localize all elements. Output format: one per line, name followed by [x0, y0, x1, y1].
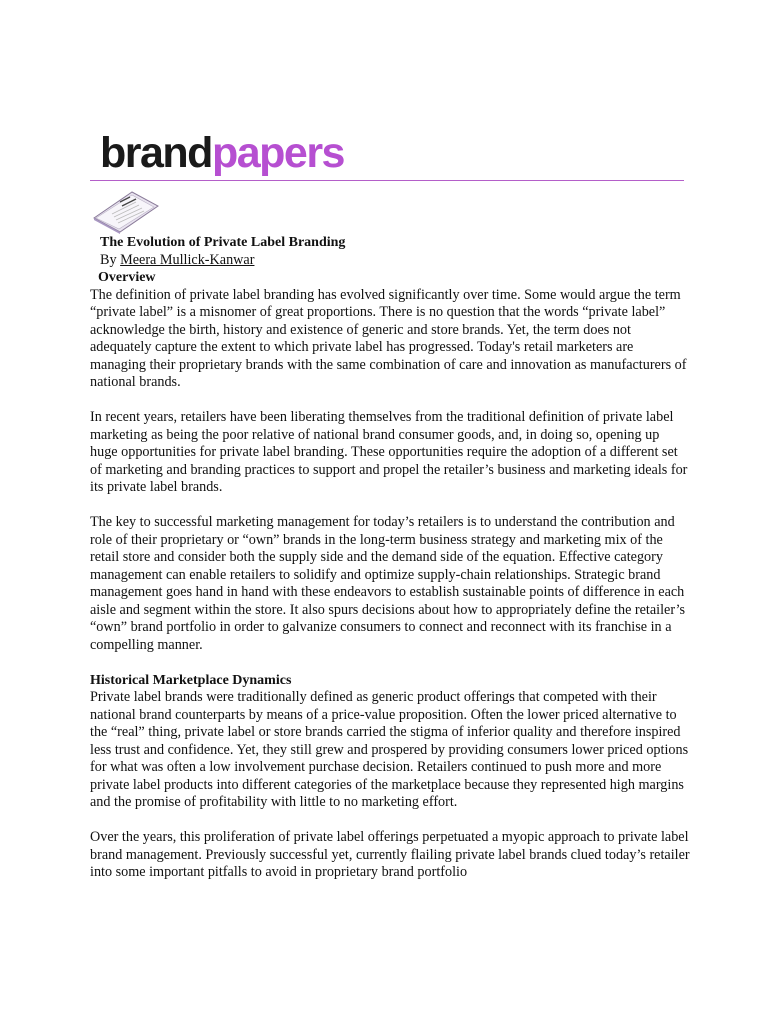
brandpapers-logo	[100, 128, 344, 178]
overview-heading: Overview	[98, 270, 156, 285]
byline-prefix: By	[100, 251, 117, 268]
article-title: The Evolution of Private Label Branding	[100, 235, 346, 250]
overview-paragraph-2: In recent years, retailers have been liberating themselves from the traditional definition of private label marketing as being the poor relative of national brand consumer goods, and, in doing so, opening up huge opportunities for private label branding. These opportunities require the adoption of a different set of marketing and branding practices to support and propel the retailer’s business and marketing ideals for its private label brands.	[90, 409, 688, 495]
document-thumbnail-icon	[92, 188, 162, 234]
logo-papers-text: papers	[211, 129, 344, 177]
history-heading: Historical Marketplace Dynamics	[90, 672, 292, 688]
article-byline	[100, 252, 690, 270]
header-divider	[90, 180, 684, 181]
author-link[interactable]: Meera Mullick-Kanwar	[120, 251, 255, 268]
history-paragraph-2: Over the years, this proliferation of private label offerings perpetuated a myopic approach to private label brand management. Previously successful yet, currently flailing private label brands clued today’s retailer into some important pitfalls to avoid in proprietary brand portfolio	[90, 829, 690, 880]
overview-paragraph-1: The definition of private label branding has evolved significantly over time. Some would argue the term “private label” is a misnomer of great proportions. There is no question that the words “private label” acknowledge the birth, history and existence of generic and store brands. Yet, the term does not adequately capture the extent to which private label has progressed. Today's retail marketers are managing their proprietary brands with the same combination of care and innovation as manufacturers of national brands.	[90, 286, 687, 390]
logo-brand-text: brand	[100, 129, 212, 177]
overview-paragraph-3: The key to successful marketing management for today’s retailers is to understand the contribution and role of their proprietary or “own” brands in the long-term business strategy and marketing mix of the retail store and consider both the supply side and the demand side of the equation. Effective category management can enable retailers to solidify and optimize supply-chain relationships. Strategic brand management goes hand in hand with these endeavors to establish sustainable points of difference in each aisle and segment within the store. It also spurs decisions about how to appropriately define the retailer’s “own” brand portfolio in order to galvanize consumers to connect and reconnect with its franchise in a compelling manner.	[90, 514, 686, 653]
article	[90, 234, 690, 899]
history-paragraph-1: Private label brands were traditionally defined as generic product offerings that competed with their national brand counterparts by means of a price-value proposition. Often the lower priced alternative to the “real” thing, private label or store brands carried the stigma of inferior quality and therefore inspired less trust and confidence. Yet, they still grew and prospered by providing consumers lower priced options for what was often a low involvement purchase decision. Retailers continued to push more and more private label products into different categories of the marketplace because they represented high margins and the promise of profitability with little to no marketing effort.	[90, 689, 689, 810]
